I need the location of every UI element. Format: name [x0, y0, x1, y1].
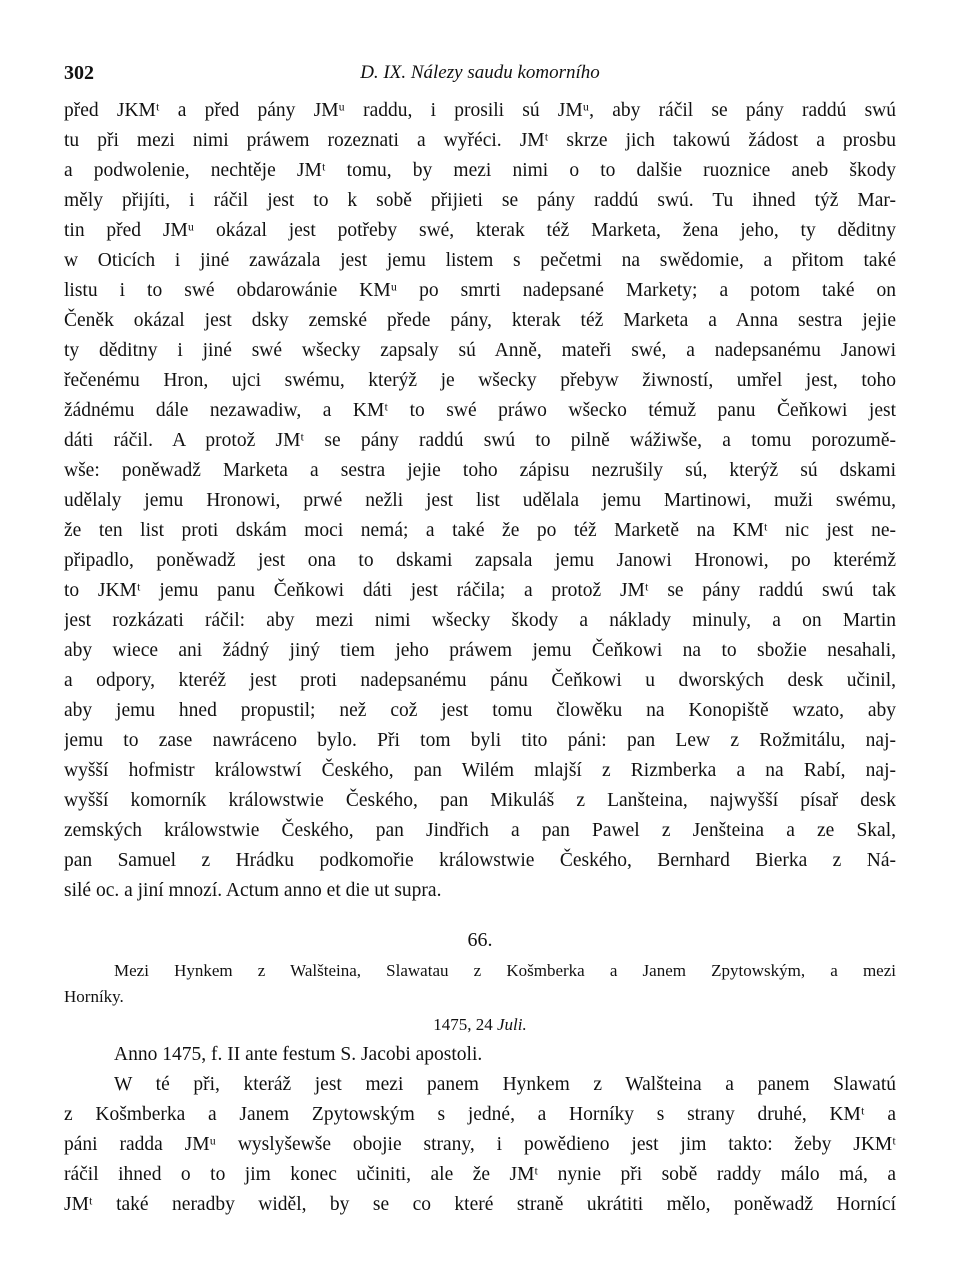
running-head: D. IX. Nálezy saudu komorního — [360, 62, 600, 83]
regest-line: Horníky. — [64, 987, 124, 1006]
paragraph-1 — [64, 96, 896, 906]
regest — [64, 958, 896, 1010]
text-line: jest rozkázati ráčil: aby mezi nimi wšecky škody a náklady minuly, a on Martin — [64, 610, 896, 631]
text-line: ráčil ihned o to jim konec učiniti, ale že JMᵗ nynie při sobě raddy málo má, a — [64, 1164, 896, 1185]
text-line: tin před JMᵘ okázal jest potřeby swé, kterak též Marketa, žena jeho, ty děditny — [64, 220, 896, 241]
regest-line: Mezi Hynkem z Walšteina, Slawatau z Košmberka a Janem Zpytowským, a mezi — [114, 961, 896, 980]
text-line: aby wiece ani žádný jiný tiem jeho práwem jemu Čeňkowi na to sbožie nesahali, — [64, 640, 896, 661]
page-number: 302 — [64, 62, 94, 84]
text-line: Čeněk okázal jest dsky zemské přede pány, kterak též Marketa a Anna sestra jejie — [64, 310, 896, 331]
date-month: Juli. — [497, 1015, 527, 1034]
text-line: ty děditny i jiné swé wšecky zapsaly sú Anně, mateři swé, a nadepsanému Janowi — [64, 340, 896, 361]
document-date — [64, 1010, 896, 1040]
text-line: že ten list proti dskám moci nemá; a také že po též Marketě na KMᵗ nic jest ne- — [64, 520, 896, 541]
text-line: JMᵗ také neradby widěl, by se co které straně ukrátiti mělo, poněwadž Hornící — [64, 1194, 896, 1215]
text-line: silé oc. a jiní mnozí. Actum anno et die ut supra. — [64, 880, 442, 901]
text-line: měly přijíti, i ráčil jest to k sobě přijieti se pány raddú swú. Tu ihned týž Mar- — [64, 190, 896, 211]
text-line: wše: poněwadž Marketa a sestra jejie toho zápisu nezrušily sú, kterýž sú dskami — [64, 460, 896, 481]
text-line: w Oticích i jiné zawázala jest jemu listem s pečetmi na swědomie, a přitom také — [64, 250, 896, 271]
text-line: a podwolenie, nechtěje JMᵗ tomu, by mezi nimi o to dalšie ruoznice aneb škody — [64, 160, 896, 181]
text-line: dáti ráčil. A protož JMᵗ se pány raddú swú to pilně wážiwše, a tomu porozumě- — [64, 430, 896, 451]
text-line: W té při, kteráž jest mezi panem Hynkem z Walšteina a panem Slawatú — [114, 1074, 896, 1095]
text-line: žádnému dále nezawadiw, a KMᵗ to swé práwo wšecko témuž panu Čeňkowi jest — [64, 400, 896, 421]
date-text: 1475, 24 — [433, 1015, 493, 1034]
text-line: řečenému Hron, ujci swému, kterýž je wšecky přebyw žiwností, umřel jest, toho — [64, 370, 896, 391]
text-line: z Košmberka a Janem Zpytowským s jedné, a Horníky s strany druhé, KMᵗ a — [64, 1104, 896, 1125]
text-line: a odpory, kteréž jest proti nadepsanému pánu Čeňkowi u dworských desk učinil, — [64, 670, 896, 691]
page-header — [64, 62, 896, 86]
text-line: připadlo, poněwadž jest ona to dskami zapsala jemu Janowi Hronowi, po kterémž — [64, 550, 896, 571]
text-line: tu při mezi nimi práwem rozeznati a wyřéci. JMᵗ skrze jich takowú žádost a prosbu — [64, 130, 896, 151]
text-line: wyšší komorník králowstwie Českého, pan Mikuláš z Lanšteina, najwyšší písař desk — [64, 790, 896, 811]
document-number: 66. — [467, 929, 493, 951]
text-line: jemu to zase nawráceno bylo. Při tom byli tito páni: pan Lew z Rožmitálu, naj- — [64, 730, 896, 751]
text-line: listu i to swé obdarowánie KMᵘ po smrti nadepsané Markety; a potom také on — [64, 280, 896, 301]
text-line: páni radda JMᵘ wyslyšewše obojie strany, i powědieno jest jim takto: žeby JKMᵗ — [64, 1134, 896, 1155]
text-line: pan Samuel z Hrádku podkomořie králowstwie Českého, Bernhard Bierka z Ná- — [64, 850, 896, 871]
text-line: wyšší hofmistr králowstwí Českého, pan Wilém mlajší z Rizmberka a na Rabí, naj- — [64, 760, 896, 781]
text-line: Anno 1475, f. II ante festum S. Jacobi apostoli. — [114, 1044, 483, 1065]
text-line: to JKMᵗ jemu panu Čeňkowi dáti jest ráčila; a protož JMᵗ se pány raddú swú tak — [64, 580, 896, 601]
paragraph-2 — [64, 1040, 896, 1220]
text-line: před JKMᵗ a před pány JMᵘ raddu, i prosili sú JMᵘ, aby ráčil se pány raddú swú — [64, 100, 896, 121]
text-line: udělaly jemu Hronowi, prwé nežli jest list udělala jemu Martinowi, muži swému, — [64, 490, 896, 511]
text-line: zemských králowstwie Českého, pan Jindřich a pan Pawel z Jenšteina a ze Skal, — [64, 820, 896, 841]
page-body — [64, 96, 896, 1220]
text-line: aby jemu hned propustil; než což jest tomu člowěku na Konopiště wzato, aby — [64, 700, 896, 721]
